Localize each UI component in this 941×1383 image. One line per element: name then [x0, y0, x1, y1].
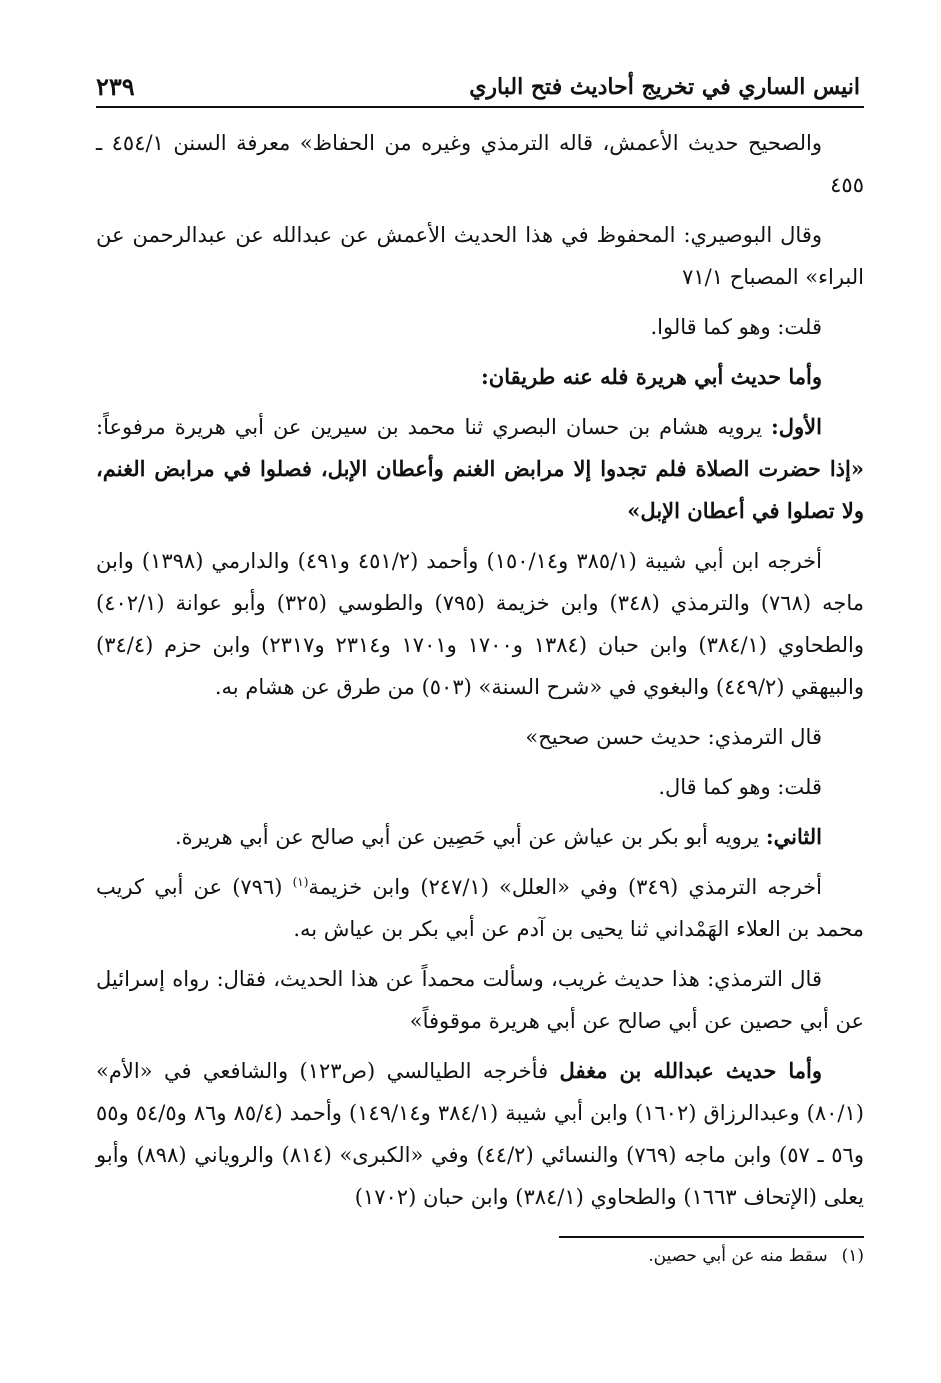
paragraph-text: قلت: وهو كما قالوا.	[650, 315, 822, 339]
footnote-ref[interactable]: (١)	[292, 875, 309, 889]
paragraph-text: قال الترمذي: حديث حسن صحيح»	[525, 725, 822, 749]
paragraph-text: يرويه هشام بن حسان البصري ثنا محمد بن سيرين عن أبي هريرة مرفوعاً:	[96, 415, 772, 439]
paragraph-text: أخرجه الترمذي (٣٤٩) وفي «العلل» (٢٤٧/١) وابن خزيمة	[308, 875, 822, 899]
page-header	[96, 60, 864, 108]
paragraph-text: فأخرجه الطيالسي (ص١٢٣) والشافعي في «الأم» (٨٠/١) وعبدالرزاق (١٦٠٢) وابن أبي شيبة (٣٨٤/١ و١٤٩/١٤) وأحمد (٨٥/٤ و٨٦ و٥٤/٥ و٥٥ و٥٦ ـ ٥٧) وابن ماجه (٧٦٩) والنسائي (٤٤/٢) وفي «الكبرى» (٨١٤) والروياني (٨٩٨) وأبو يعلى (الإتحاف ١٦٦٣) والطحاوي (٣٨٤/١) وابن حبان (١٧٠٢)	[96, 1059, 864, 1209]
paragraph	[96, 766, 864, 808]
paragraph-text: والصحيح حديث الأعمش، قاله الترمذي وغيره من الحفاظ» معرفة السنن ٤٥٤/١ ـ ٤٥٥	[96, 131, 864, 197]
paragraph	[96, 540, 864, 708]
paragraph-text: وقال البوصيري: المحفوظ في هذا الحديث الأعمش عن عبدالله عن عبدالرحمن عن البراء» المصباح ٧١/١	[96, 223, 864, 289]
hadith-text: «إذا حضرت الصلاة فلم تجدوا إلا مرابض الغنم وأعطان الإبل، فصلوا في مرابض الغنم، ولا تصلوا في أعطان الإبل»	[96, 456, 864, 523]
running-title: انيس الساري في تخريج أحاديث فتح الباري	[469, 74, 860, 100]
section-heading	[96, 356, 864, 398]
page-number: ٢٣٩	[96, 72, 135, 101]
bold-lead: وأما حديث أبي هريرة فله عنه طريقان:	[481, 364, 822, 389]
paragraph	[96, 816, 864, 858]
page-body	[96, 122, 864, 1218]
paragraph	[96, 866, 864, 950]
document-page	[96, 60, 864, 1360]
paragraph	[96, 406, 864, 532]
footnote-marker: (١)	[841, 1246, 864, 1266]
paragraph-text: (٧٩٦) عن أبي كريب محمد بن العلاء الهَمْداني ثنا يحيى بن آدم عن أبي بكر بن عياش به.	[96, 875, 864, 941]
paragraph-text: أخرجه ابن أبي شيبة (٣٨٥/١ و١٥٠/١٤) وأحمد (٤٥١/٢ و٤٩١) والدارمي (١٣٩٨) وابن ماجه (٧٦٨) والترمذي (٣٤٨) وابن خزيمة (٧٩٥) والطوسي (٣٢٥) وأبو عوانة (٤٠٢/١) والطحاوي (٣٨٤/١) وابن حبان (١٣٨٤ و١٧٠٠ و١٧٠١ و٢٣١٤ و٢٣١٧) وابن حزم (٣٤/٤) والبيهقي (٤٤٩/٢) والبغوي في «شرح السنة» (٥٠٣) من طرق عن هشام به.	[96, 549, 864, 699]
bold-lead: وأما حديث عبدالله بن مغفل	[559, 1058, 822, 1083]
paragraph	[96, 122, 864, 206]
paragraph	[96, 958, 864, 1042]
paragraph	[96, 306, 864, 348]
footnote-text: سقط منه عن أبي حصين.	[648, 1246, 828, 1266]
paragraph	[96, 1050, 864, 1218]
paragraph	[96, 214, 864, 298]
footnote	[648, 1246, 864, 1266]
bold-lead: الثاني:	[765, 824, 822, 849]
footnote-divider	[559, 1236, 864, 1238]
paragraph	[96, 716, 864, 758]
paragraph-text: يرويه أبو بكر بن عياش عن أبي حَصِين عن أبي صالح عن أبي هريرة.	[174, 825, 766, 849]
paragraph-text: قلت: وهو كما قال.	[658, 775, 822, 799]
bold-lead: الأول:	[771, 414, 822, 439]
paragraph-text: قال الترمذي: هذا حديث غريب، وسألت محمداً عن هذا الحديث، فقال: رواه إسرائيل عن أبي حصين عن أبي صالح عن أبي هريرة موقوفاً»	[96, 967, 864, 1033]
